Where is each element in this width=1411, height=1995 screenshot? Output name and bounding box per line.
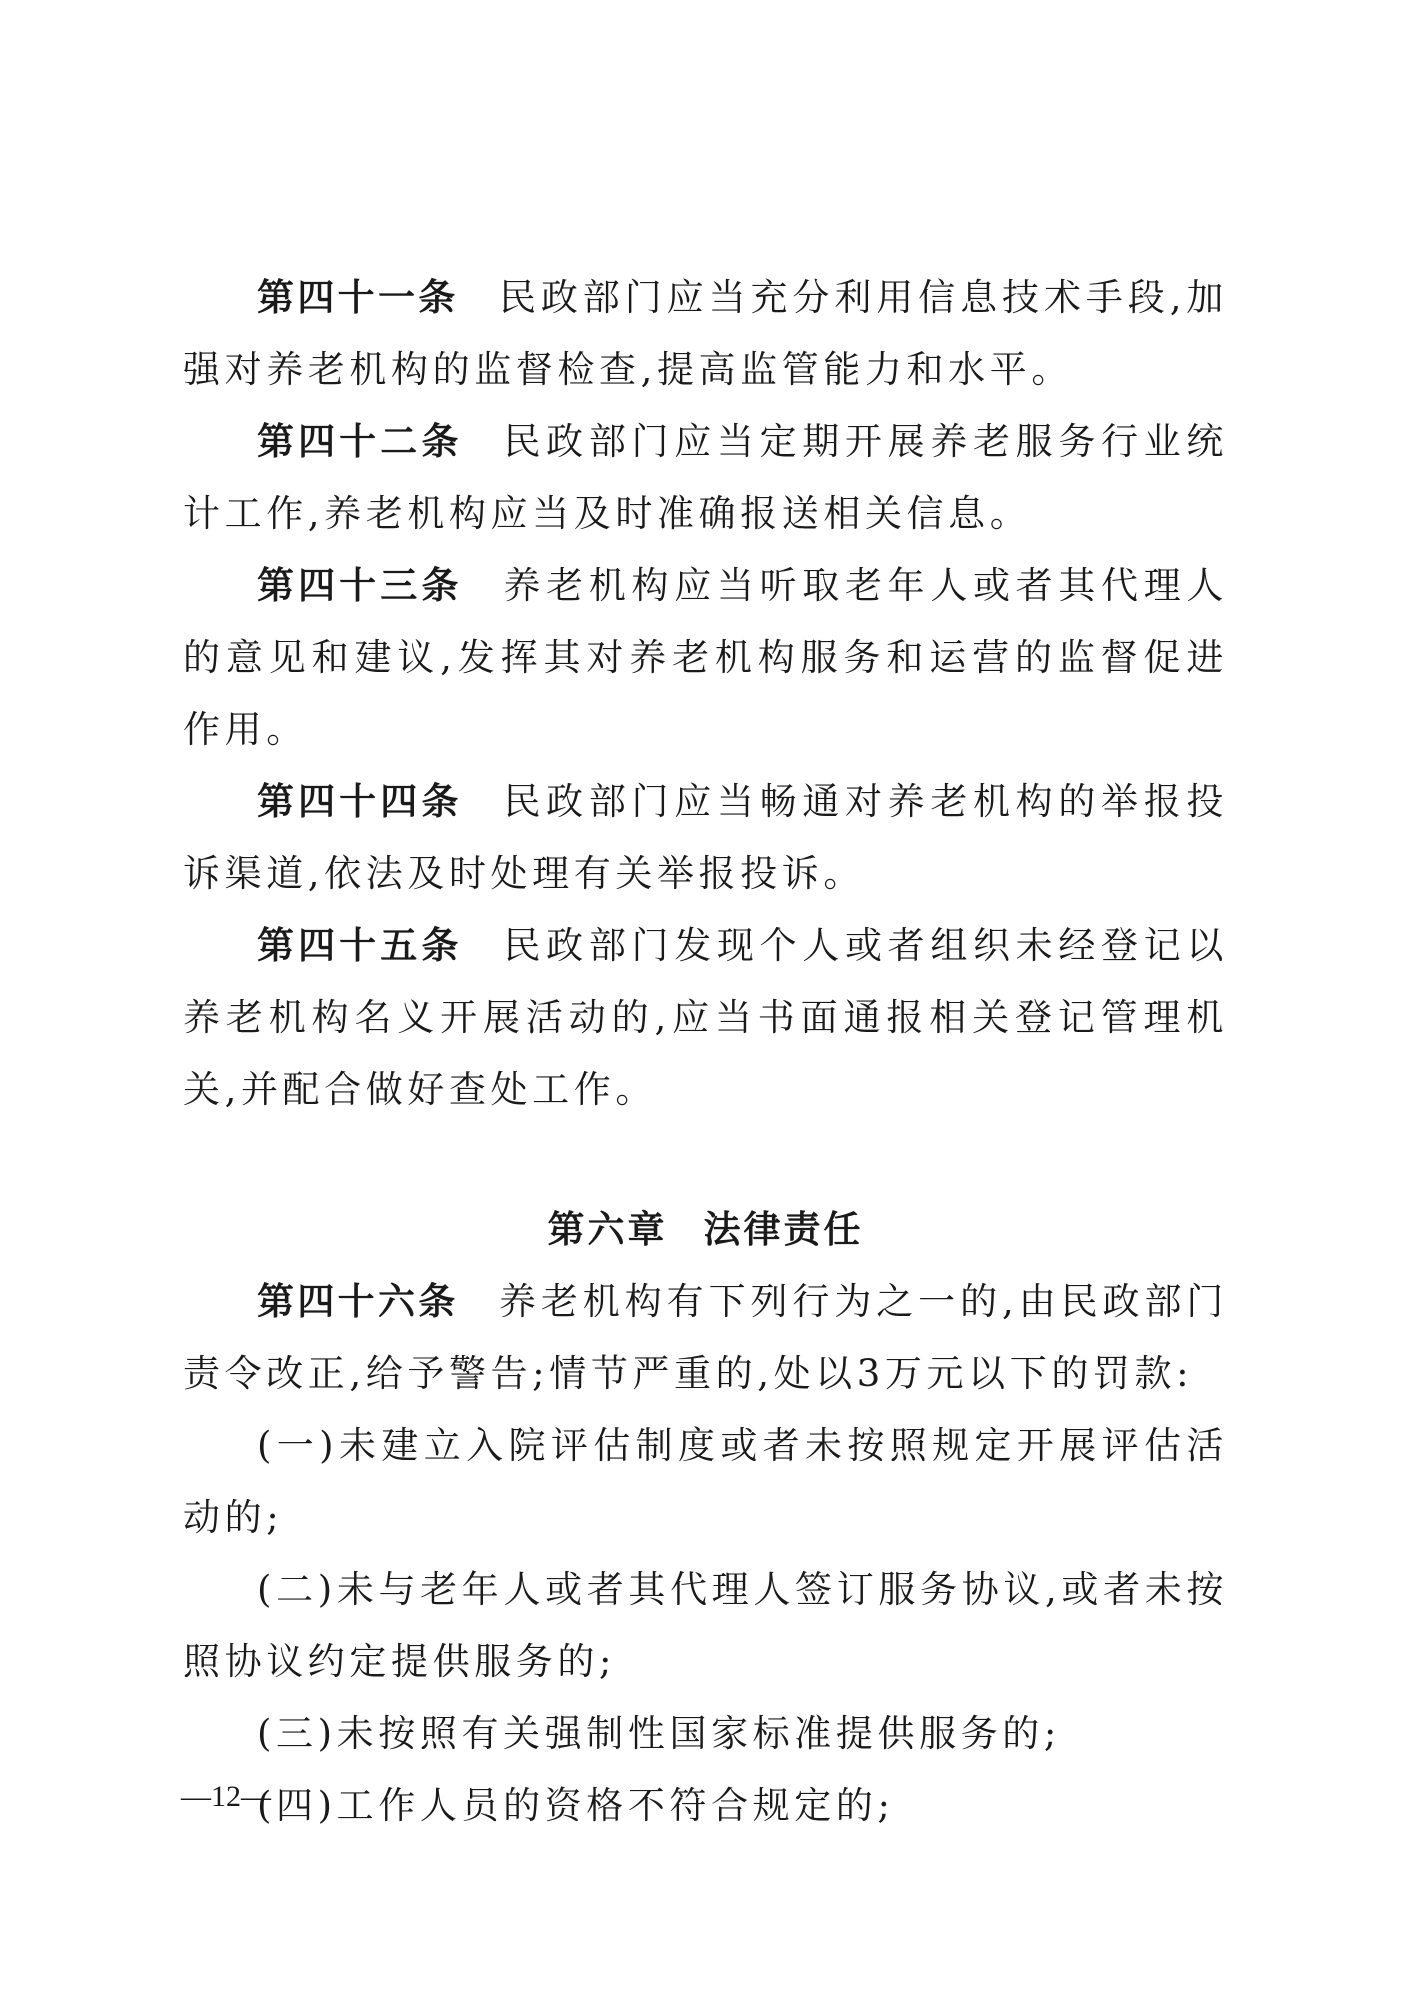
- article-text: 民政部门发现个人或者组织未经登记以养老机构名义开展活动的,应当书面通报相关登记管理机关,并配合做好查处工作。: [183, 924, 1229, 1111]
- document-body: [183, 262, 1228, 1842]
- article-text: 民政部门应当定期开展养老服务行业统计工作,养老机构应当及时准确报送相关信息。: [183, 420, 1229, 535]
- list-item: (四)工作人员的资格不符合规定的;: [257, 1784, 895, 1827]
- article-text: 养老机构应当听取老年人或者其代理人的意见和建议,发挥其对养老机构服务和运营的监督促进作用。: [183, 564, 1229, 751]
- chapter-number: 第六章: [547, 1208, 668, 1251]
- article-42: [183, 406, 1228, 550]
- chapter-title: 法律责任: [703, 1208, 864, 1251]
- article-heading: 第四十一条: [257, 276, 459, 319]
- article-text: 民政部门应当充分利用信息技术手段,加强对养老机构的监督检查,提高监管能力和水平。: [183, 276, 1229, 391]
- list-item: (一)未建立入院评估制度或者未按照规定开展评估活动的;: [183, 1424, 1228, 1539]
- list-item: (三)未按照有关强制性国家标准提供服务的;: [257, 1712, 1061, 1755]
- article-heading: 第四十三条: [257, 564, 463, 607]
- article-44: [183, 766, 1228, 910]
- article-text: 养老机构有下列行为之一的,由民政部门责令改正,给予警告;情节严重的,处以3万元以下的罚款:: [183, 1280, 1229, 1395]
- article-heading: 第四十五条: [257, 924, 463, 967]
- article-heading: 第四十四条: [257, 780, 463, 823]
- article-43: [183, 550, 1228, 766]
- article-heading: 第四十六条: [257, 1280, 459, 1323]
- article-46: [183, 1266, 1228, 1410]
- page-number: —12—: [181, 1780, 271, 1813]
- article-text: 民政部门应当畅通对养老机构的举报投诉渠道,依法及时处理有关举报投诉。: [183, 780, 1229, 895]
- article-45: [183, 910, 1228, 1126]
- list-item: (二)未与老年人或者其代理人签订服务协议,或者未按照协议约定提供服务的;: [183, 1568, 1228, 1683]
- chapter-heading: [183, 1194, 1228, 1266]
- article-heading: 第四十二条: [257, 420, 463, 463]
- article-41: [183, 262, 1228, 406]
